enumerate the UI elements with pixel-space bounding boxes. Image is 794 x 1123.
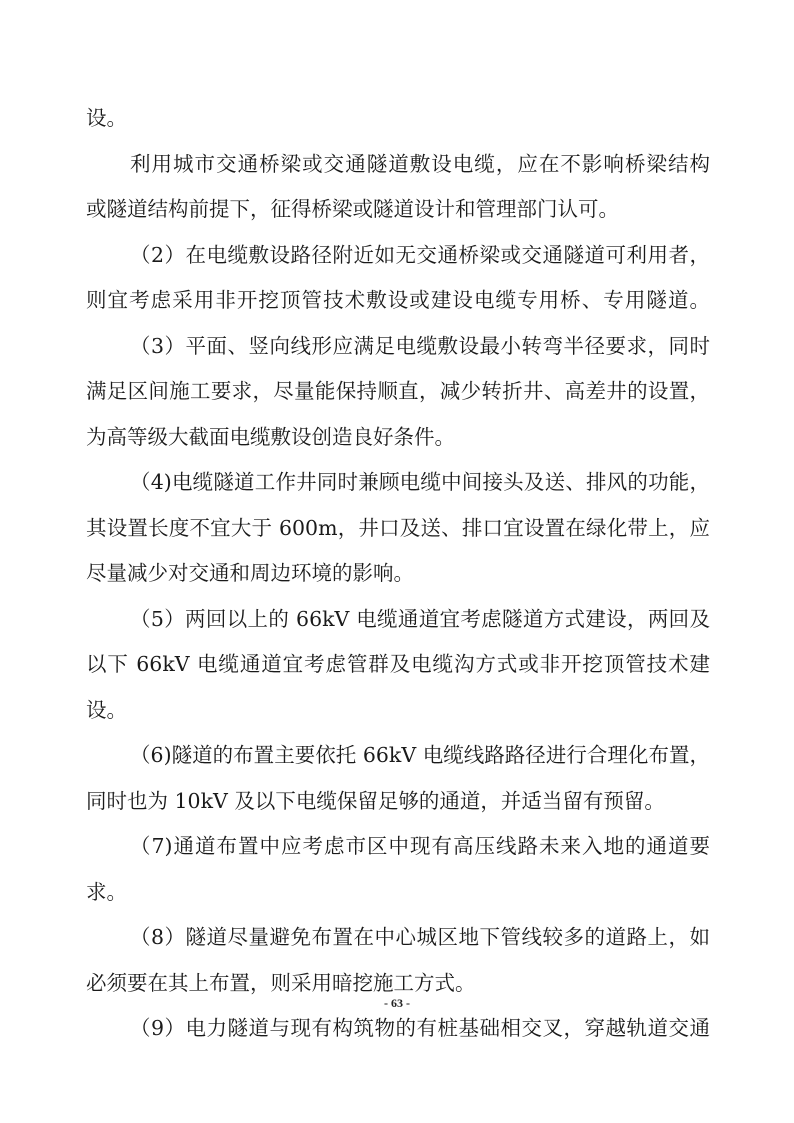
- paragraph-line: 设。: [86, 106, 127, 130]
- paragraph-line: 必须要在其上布置，则采用暗挖施工方式。: [86, 970, 476, 995]
- paragraph-line: 尽量减少对交通和周边环境的影响。: [86, 561, 414, 585]
- paragraph-line: 满足区间施工要求，尽量能保持顺直，减少转折井、高差井的设置，: [86, 379, 710, 403]
- paragraph-line: 或隧道结构前提下，征得桥梁或隧道设计和管理部门认可。: [86, 197, 619, 221]
- paragraph-line: 利用城市交通桥梁或交通隧道敷设电缆，应在不影响桥梁结构: [130, 151, 710, 176]
- paragraph-line: 则宜考虑采用非开挖顶管技术敷设或建设电缆专用桥、专用隧道。: [86, 288, 710, 312]
- paragraph-line: （5）两回以上的 66kV 电缆通道宜考虑隧道方式建设，两回及: [130, 606, 710, 631]
- paragraph-line: 设。: [86, 697, 127, 722]
- paragraph-line: （3）平面、竖向线形应满足电缆敷设最小转弯半径要求，同时: [130, 333, 710, 358]
- paragraph-line: 求。: [86, 879, 127, 904]
- paragraph-line: （9）电力隧道与现有构筑物的有桩基础相交叉，穿越轨道交通: [130, 1016, 710, 1040]
- paragraph-line: （7)通道布置中应考虑市区中现有高压线路未来入地的通道要: [130, 834, 710, 858]
- page-number: - 63 -: [384, 996, 410, 1010]
- paragraph-line: 为高等级大截面电缆敷设创造良好条件。: [86, 424, 455, 449]
- paragraph-line: （4)电缆隧道工作井同时兼顾电缆中间接头及送、排风的功能，: [130, 470, 710, 494]
- paragraph-line: （6)隧道的布置主要依托 66kV 电缆线路路径进行合理化布置，: [130, 743, 710, 767]
- paragraph-line: 同时也为 10kV 及以下电缆保留足够的通道，并适当留有预留。: [86, 788, 665, 813]
- paragraph-line: （8）隧道尽量避免布置在中心城区地下管线较多的道路上，如: [130, 925, 710, 949]
- paragraph-line: （2）在电缆敷设路径附近如无交通桥梁或交通隧道可利用者，: [130, 242, 710, 267]
- paragraph-line: 其设置长度不宜大于 600m，井口及送、排口宜设置在绿化带上，应: [86, 515, 710, 540]
- body-text: [86, 96, 710, 1052]
- paragraph-line: 以下 66kV 电缆通道宜考虑管群及电缆沟方式或非开挖顶管技术建: [86, 652, 710, 676]
